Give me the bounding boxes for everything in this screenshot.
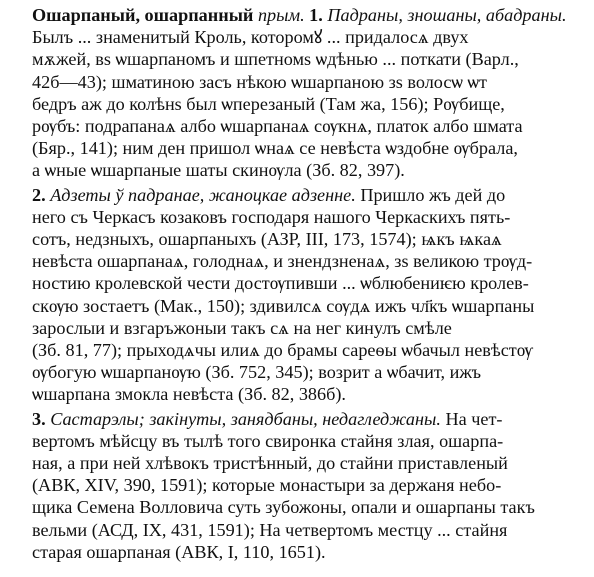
text-line: сотъ, недзныхъ, ошарпаныхъ (АЗР, III, 173, 1574); ѩкъ ѩкаѧ [32,229,502,250]
text-line: (АВК, XIV, 390, 1591); которые монастыри за держаня небо- [32,475,502,496]
text-line: вельми (АСД, IX, 431, 1591); На четвертомъ местцу ... стайня [32,519,508,540]
entry-first-line [10,4,586,26]
text-line: Былъ ... знаменитый Кроль, которомꙋ ... придалосѧ двух [32,27,469,48]
text-line: скѹю зостаетъ (Мак., 150); здивилсѧ сѹдѧ ижъ чл҃къ ѡшарпаны [32,295,535,316]
text-line: Пришло жъ дей до [360,184,506,205]
sense-definition: Адзеты ў падранае, жаноцкае адзенне. [50,184,356,205]
text-line: ная, а при ней хлѣвокъ тристѣнный, до стайни приставленый [32,453,508,474]
text-line: мѫжей, вѕ ѡшарпаномъ и шпетномѕ ѡдѣнью ... поткати (Варл., [32,49,519,70]
text-line: ѹбогую ѡшарпанѹю (Зб. 752, 345); возрит а ѡбачит, ижъ [32,362,482,383]
text-line: (Зб. 81, 77); прыходѧчы илиѧ до брамы сареѳы ѡбачыл невѣстѹ [32,340,533,361]
text-line: невѣста ошарпанаѧ, голоднаѧ, и знендзненаѧ, зѕ великою трѹд- [32,251,533,272]
text-line: щика Семена Волловича суть зубожоны, опали и ошарпаны такъ [32,497,535,518]
text-line: ностию кролевской чести достѹпивши ... ѡблюбениѥю кролев- [32,273,529,294]
sense-number: 2. [32,184,46,205]
part-of-speech: прым. [257,5,305,25]
text-line: ѡшарпана змокла невѣста (Зб. 82, 386б). [32,384,346,405]
sense-first-line [10,408,586,430]
text-line: (Бяр., 141); ним ден пришол ѡнаѧ се невѣста ѡздобне ѹбрала, [32,138,518,159]
text-line: старая ошарпаная (АВК, I, 110, 1651). [32,541,326,562]
sense-number: 3. [32,408,46,429]
text-line: рѹбъ: подрапанаѧ албо ѡшарпанаѧ сѹкнѧ, платок албо шмата [32,116,523,137]
text-line: бедръ аж до колѣнѕ был ѡперезаный (Там жа, 156); Рѹбище, [32,93,505,114]
sense-first-line [10,184,586,206]
text-line: вертомъ мѣйсцу въ тылѣ того свиронка стайня злая, ошарпа- [32,430,504,451]
text-line: а ѡные ѡшарпаные шаты скинѹла (Зб. 82, 397). [32,160,405,181]
text-line: него съ Черкасъ козаковъ господаря нашого Черкаскихъ пять- [32,206,511,227]
sense-definition: Падраны, зношаны, абадраны. [327,5,567,25]
text-line: 42б—43); шматиною засъ нѣкою ѡшарпаною зѕ волосѡ ѡт [32,71,487,92]
text-line: зарослыи и взгаръжоныи такъ сѧ на нег кинулъ смѣле [32,317,452,338]
entry-sense-2 [10,184,586,406]
entry-sense-3 [10,408,586,563]
sense-definition: Састарэлы; закінуты, занядбаны, недагледжаны. [50,408,441,429]
text-line: На чет- [445,408,503,429]
entry-sense-1 [10,4,586,182]
headword: Ошарпаный, ошарпанный [32,5,254,25]
sense-number: 1. [309,5,323,25]
